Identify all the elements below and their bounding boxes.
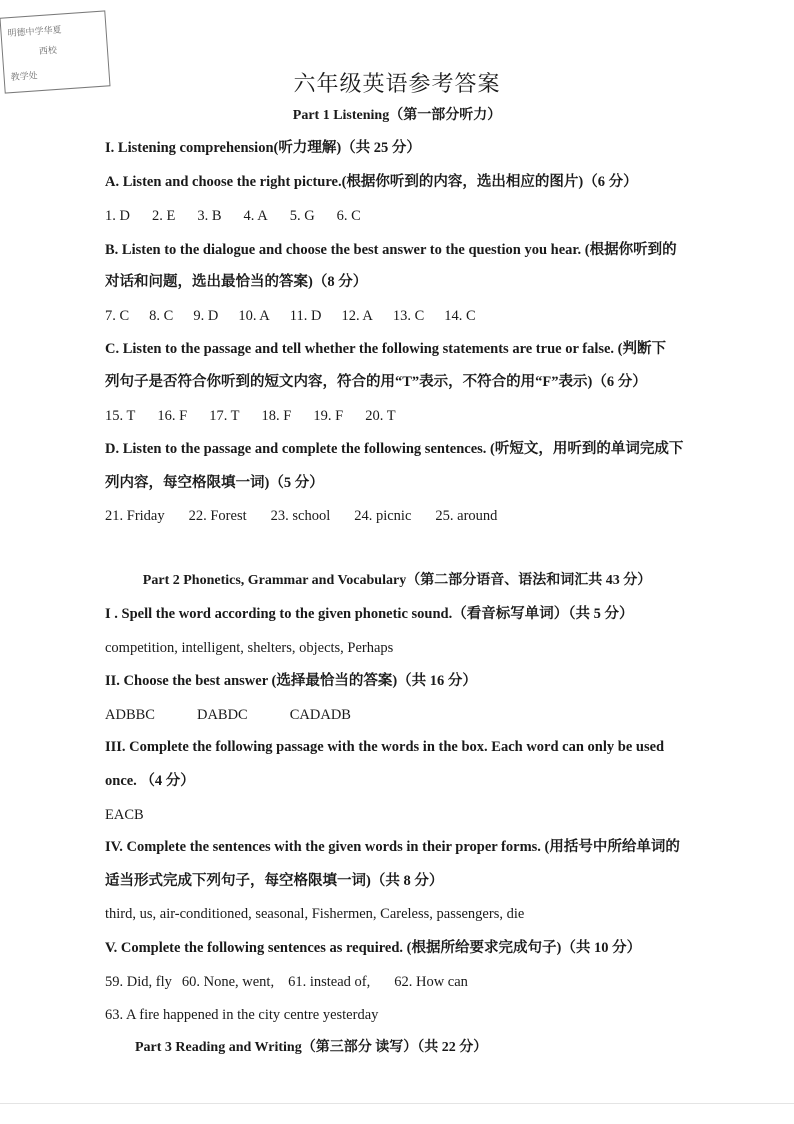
section-c-heading-line1: C. Listen to the passage and tell whether the following statements are true or false. (判断下 (105, 341, 667, 357)
mcq-group-1: ADBBC (105, 707, 155, 723)
answer-20: 20. T (365, 408, 396, 424)
document-title: 六年级英语参考答案 (293, 71, 501, 96)
answer-16: 16. F (157, 408, 188, 424)
part3-heading: Part 3 Reading and Writing（第三部分 读写）（共 22 分） (135, 1040, 488, 1055)
answer-9: 9. D (193, 308, 219, 324)
section-b-heading-line1: B. Listen to the dialogue and choose the best answer to the question you hear. (根据你听到的 (105, 242, 677, 258)
section-b-answers (105, 306, 496, 326)
listening-section-heading: I. Listening comprehension(听力理解)（共 25 分） (105, 140, 421, 156)
answer-8: 8. C (149, 308, 174, 324)
answer-3: 3. B (197, 208, 222, 224)
answer-6: 6. C (336, 208, 361, 224)
answer-17: 17. T (209, 408, 240, 424)
answer-14: 14. C (444, 308, 476, 324)
stamp-line-3: 教学处 (10, 70, 38, 83)
answer-15: 15. T (105, 408, 136, 424)
passage-section-heading-line2: once. （4 分） (105, 773, 195, 789)
section-c-heading-line2: 列句子是否符合你听到的短文内容，符合的用“T”表示，不符合的用“F”表示)（6 分） (105, 374, 647, 390)
answer-25: 25. around (435, 508, 498, 524)
answer-18: 18. F (261, 408, 292, 424)
mcq-answers (105, 705, 393, 725)
answer-12: 12. A (341, 308, 373, 324)
sentences-answers (105, 972, 468, 992)
mcq-section-heading: II. Choose the best answer (选择最恰当的答案)（共 16 分） (105, 673, 477, 689)
answer-59: 59. Did, fly (105, 974, 172, 990)
mcq-group-2: DABDC (196, 707, 248, 723)
mcq-group-3: CADADB (289, 707, 351, 723)
answer-11: 11. D (289, 308, 322, 324)
answer-7: 7. C (105, 308, 130, 324)
answer-19: 19. F (313, 408, 344, 424)
passage-section-heading-line1: III. Complete the following passage with the words in the box. Each word can only be used (105, 739, 665, 755)
section-d-answers (105, 506, 521, 526)
answer-60: 60. None, went, (181, 974, 275, 990)
answer-61: 61. instead of, (288, 974, 371, 990)
page-crease (0, 1103, 794, 1104)
spelling-section-heading: I . Spell the word according to the given phonetic sound.（看音标写单词）（共 5 分） (105, 606, 634, 622)
passage-answers: EACB (105, 807, 144, 823)
stamp-line-1: 明德中学华夏 (7, 24, 62, 39)
answer-22: 22. Forest (188, 508, 247, 524)
section-c-answers (105, 406, 418, 426)
word-forms-heading-line2: 适当形式完成下列句子，每空格限填一词)（共 8 分） (105, 873, 444, 889)
section-d-heading-line2: 列内容，每空格限填一词)（5 分） (105, 475, 324, 491)
section-d-heading-line1: D. Listen to the passage and complete the following sentences. (听短文，用听到的单词完成下 (105, 441, 684, 457)
part2-heading: Part 2 Phonetics, Grammar and Vocabulary（第二部分语音、语法和词汇共 43 分） (142, 573, 652, 588)
answer-21: 21. Friday (105, 508, 165, 524)
stamp-line-2: 西校 (38, 44, 58, 57)
answer-13: 13. C (392, 308, 425, 324)
answer-24: 24. picnic (354, 508, 412, 524)
word-forms-heading-line1: IV. Complete the sentences with the given words in their proper forms. (用括号中所给单词的 (105, 839, 680, 855)
answer-4: 4. A (243, 208, 268, 224)
answer-63: 63. A fire happened in the city centre yesterday (105, 1007, 379, 1023)
section-a-heading: A. Listen and choose the right picture.(根据你听到的内容，选出相应的图片)（6 分） (105, 174, 638, 190)
spelling-answers: competition, intelligent, shelters, objects, Perhaps (105, 640, 394, 656)
section-b-heading-line2: 对话和问题，选出最恰当的答案)（8 分） (105, 274, 368, 290)
answer-23: 23. school (270, 508, 331, 524)
answer-62: 62. How can (394, 974, 468, 990)
sentences-section-heading: V. Complete the following sentences as required. (根据所给要求完成句子)（共 10 分） (105, 940, 642, 956)
answer-5: 5. G (289, 208, 315, 224)
word-forms-answers: third, us, air-conditioned, seasonal, Fishermen, Careless, passengers, die (105, 906, 525, 922)
section-a-answers (105, 206, 383, 226)
answer-1: 1. D (105, 208, 130, 224)
answer-10: 10. A (238, 308, 270, 324)
part1-heading: Part 1 Listening（第一部分听力） (292, 108, 502, 123)
answer-2: 2. E (151, 208, 176, 224)
